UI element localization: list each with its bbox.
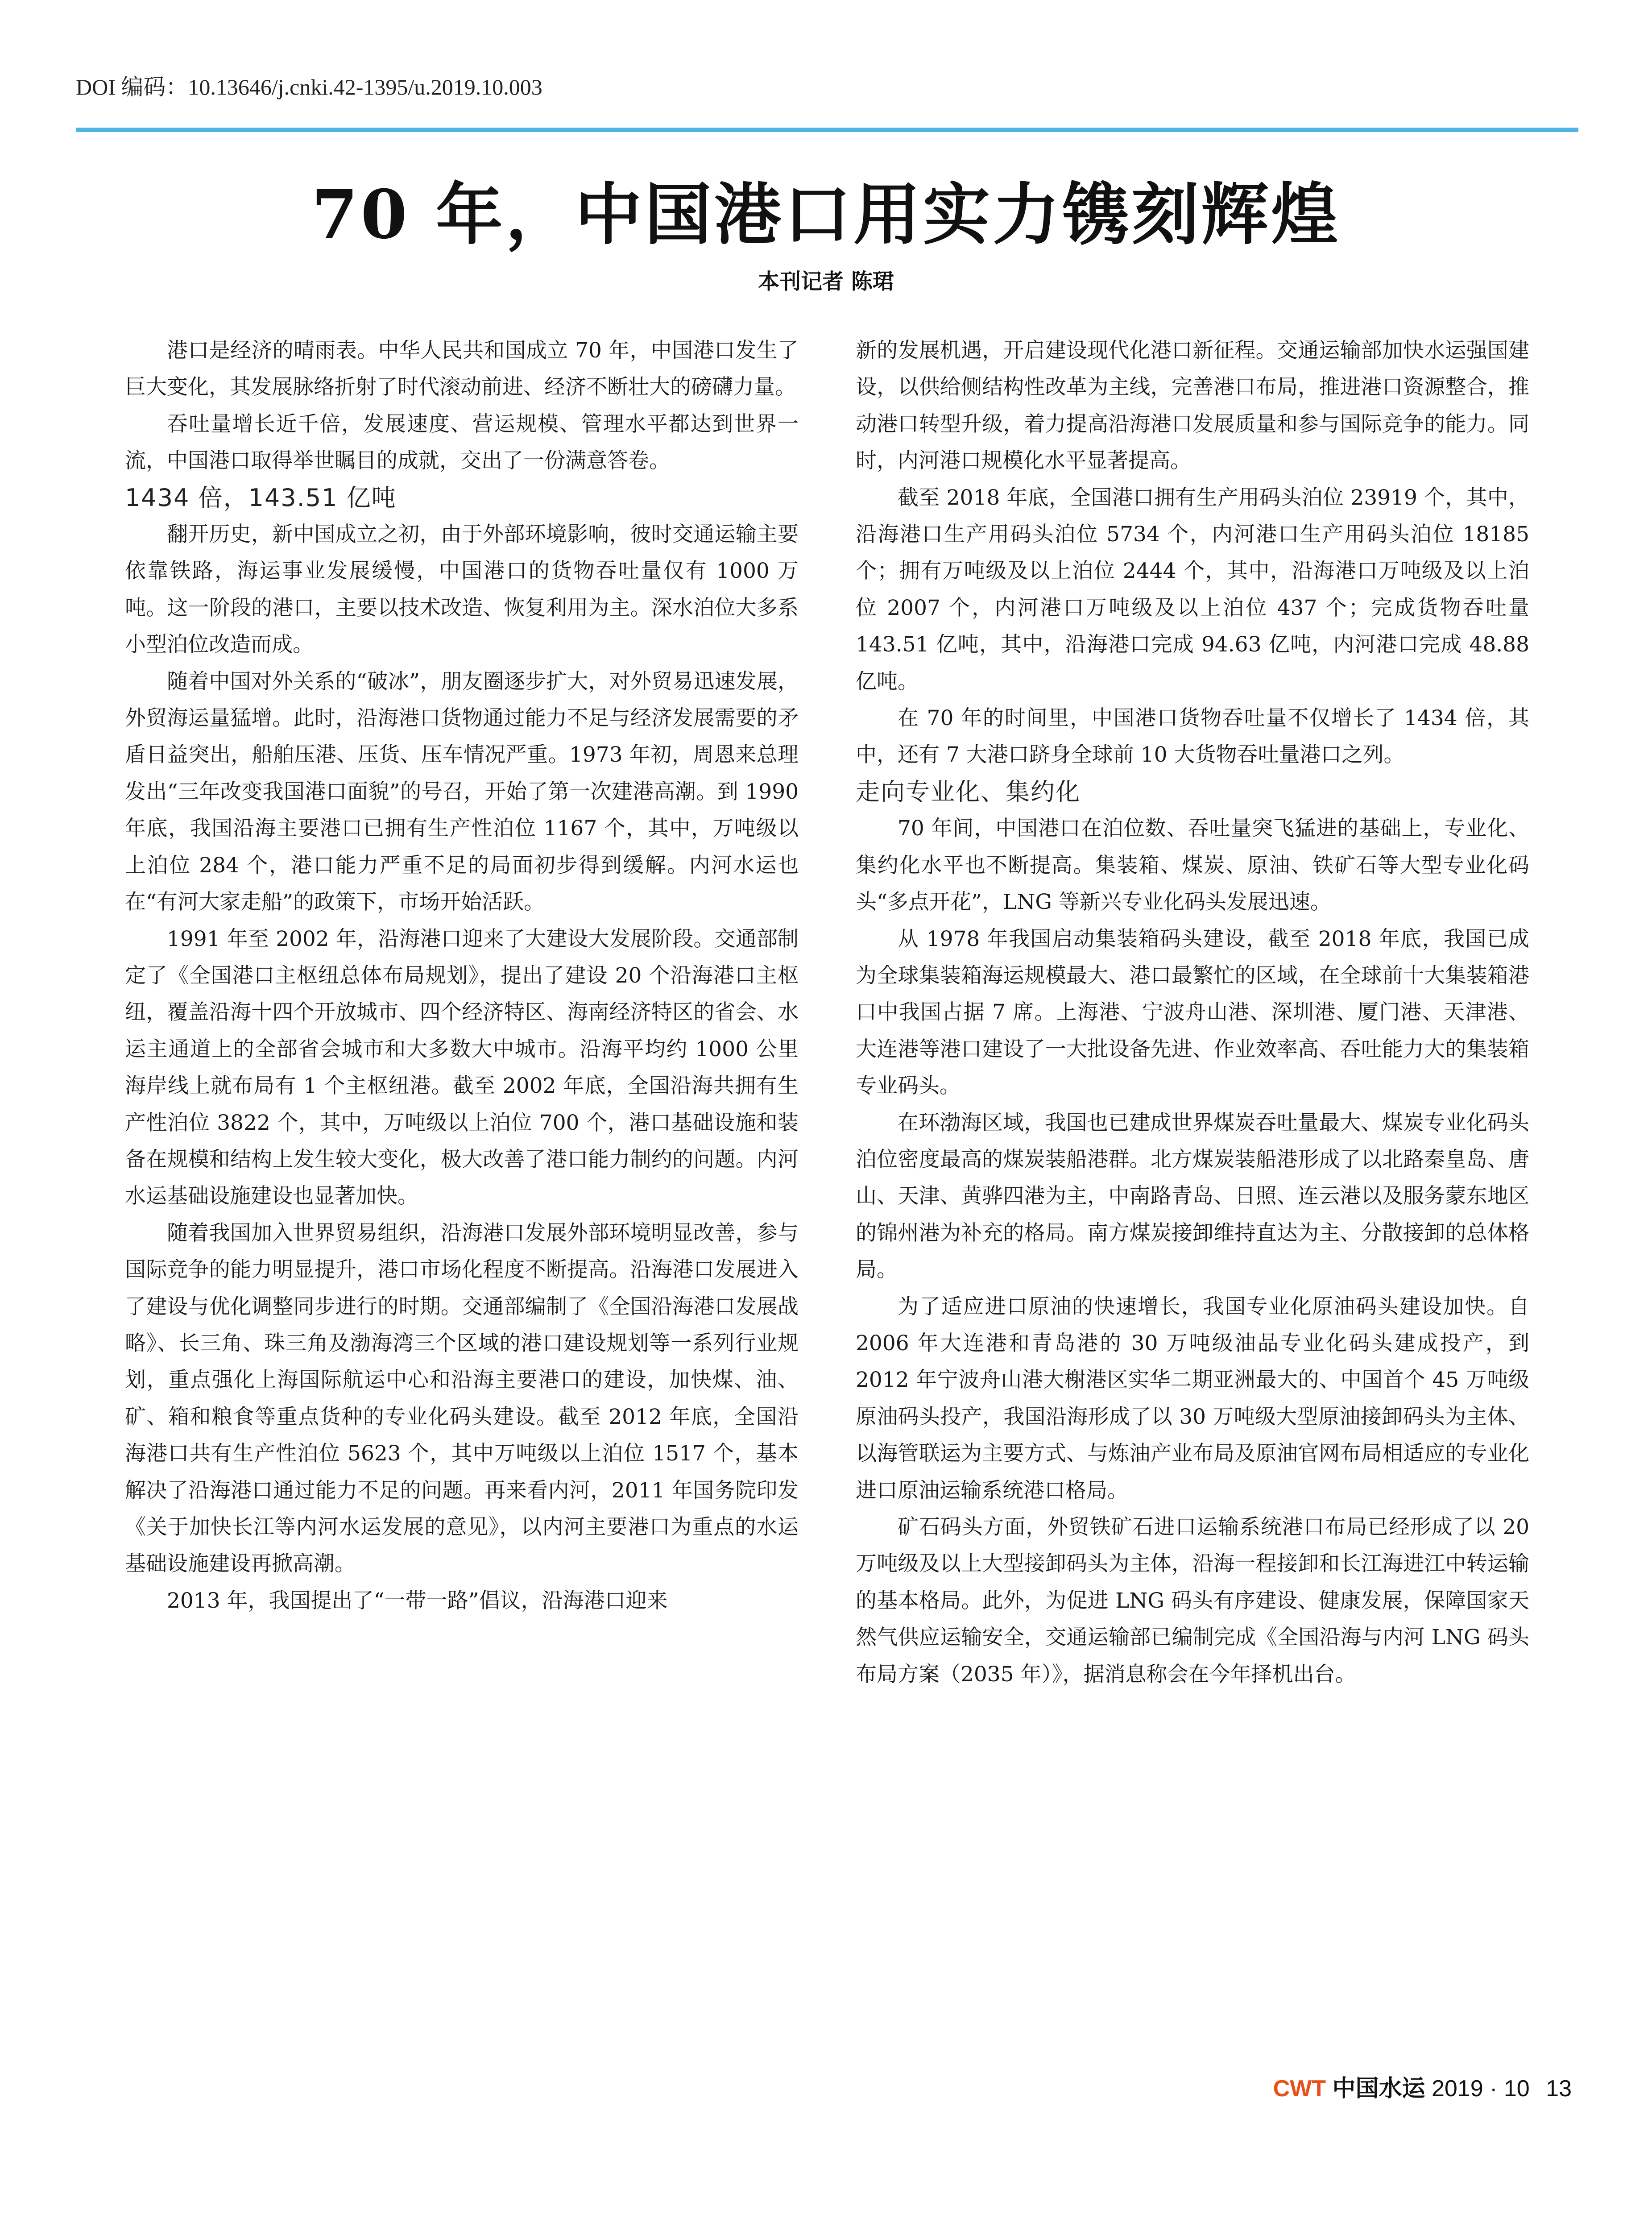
paragraph: 随着我国加入世界贸易组织，沿海港口发展外部环境明显改善，参与国际竞争的能力明显提升，港口市场化程度不断提高。沿海港口发展进入了建设与优化调整同步进行的时期。交通部编制了《全国沿海港口发展战略》、长三角、珠三角及渤海湾三个区域的港口建设规划等一系列行业规划，重点强化上海国际航运中心和沿海主要港口的建设，加快煤、油、矿、箱和粮食等重点货种的专业化码头建设。截至 2012 年底，全国沿海港口共有生产性泊位 5623 个，其中万吨级以上泊位 1517 个，基本解决了沿海港口通过能力不足的问题。再来看内河，2011 年国务院印发《关于加快长江等内河水运发展的意见》，以内河主要港口为重点的水运基础设施建设再掀高潮。 <box>125 1220 799 1576</box>
paragraph: 1991 年至 2002 年，沿海港口迎来了大建设大发展阶段。交通部制定了《全国港口主枢纽总体布局规划》，提出了建设 20 个沿海港口主枢纽，覆盖沿海十四个开放城市、四个经济特区、海南经济特区的省会、水运主通道上的全部省会城市和大多数大中城市。沿海平均约 1000 公里海岸线上就布局有 1 个主枢纽港。截至 2002 年底，全国沿海共拥有生产性泊位 3822 个，其中，万吨级以上泊位 700 个，港口基础设施和装备在规模和结构上发生较大变化，极大改善了港口能力制约的问题。内河水运基础设施建设也显著加快。 <box>125 926 799 1209</box>
paragraph: 随着中国对外关系的“破冰”，朋友圈逐步扩大，对外贸易迅速发展，外贸海运量猛增。此时，沿海港口货物通过能力不足与经济发展需要的矛盾日益突出，船舶压港、压货、压车情况严重。1973 年初，周恩来总理发出“三年改变我国港口面貌”的号召，开始了第一次建港高潮。到 1990 年底，我国沿海主要港口已拥有生产性泊位 1167 个，其中，万吨级以上泊位 284 个，港口能力严重不足的局面初步得到缓解。内河水运也在“有河大家走船”的政策下，市场开始活跃。 <box>125 669 799 915</box>
paragraph: 2013 年，我国提出了“一带一路”倡议，沿海港口迎来 <box>167 1588 668 1613</box>
page-footer <box>1273 2069 1572 2103</box>
article-title: 70 年，中国港口用实力镌刻辉煌 <box>311 175 1341 254</box>
page-number: 13 <box>1546 2076 1572 2102</box>
header-rule <box>76 128 1578 132</box>
doi-line: DOI 编码：10.13646/j.cnki.42-1395/u.2019.10.003 <box>76 75 542 100</box>
paragraph: 港口是经济的晴雨表。中华人民共和国成立 70 年，中国港口发生了巨大变化，其发展脉络折射了时代滚动前进、经济不断壮大的磅礴力量。 <box>125 338 799 400</box>
paragraph: 新的发展机遇，开启建设现代化港口新征程。交通运输部加快水运强国建设，以供给侧结构性改革为主线，完善港口布局，推进港口资源整合，推动港口转型升级，着力提高沿海港口发展质量和参与国际竞争的能力。同时，内河港口规模化水平显著提高。 <box>856 338 1529 473</box>
paragraph: 截至 2018 年底，全国港口拥有生产用码头泊位 23919 个，其中，沿海港口生产用码头泊位 5734 个，内河港口生产用码头泊位 18185 个；拥有万吨级及以上泊位 2444 个，其中，沿海港口万吨级及以上泊位 2007 个，内河港口万吨级及以上泊位 437 个；完成货物吞吐量 143.51 亿吨，其中，沿海港口完成 94.63 亿吨，内河港口完成 48.88 亿吨。 <box>856 485 1529 694</box>
paragraph: 在 70 年的时间里，中国港口货物吞吐量不仅增长了 1434 倍，其中，还有 7 大港口跻身全球前 10 大货物吞吐量港口之列。 <box>856 706 1529 767</box>
magazine-logo: CWT <box>1273 2076 1326 2102</box>
article-byline: 本刊记者 陈珺 <box>758 269 894 294</box>
section-heading: 1434 倍，143.51 亿吨 <box>125 483 397 512</box>
paragraph: 翻开历史，新中国成立之初，由于外部环境影响，彼时交通运输主要依靠铁路，海运事业发展缓慢，中国港口的货物吞吐量仅有 1000 万吨。这一阶段的港口，主要以技术改造、恢复利用为主。深水泊位大多系小型泊位改造而成。 <box>125 522 799 657</box>
left-column <box>125 332 799 1619</box>
paragraph: 从 1978 年我国启动集装箱码头建设，截至 2018 年底，我国已成为全球集装箱海运规模最大、港口最繁忙的区域，在全球前十大集装箱港口中我国占据 7 席。上海港、宁波舟山港、深圳港、厦门港、天津港、大连港等港口建设了一大批设备先进、作业效率高、吞吐能力大的集装箱专业码头。 <box>856 926 1529 1099</box>
paragraph: 70 年间，中国港口在泊位数、吞吐量突飞猛进的基础上，专业化、集约化水平也不断提高。集装箱、煤炭、原油、铁矿石等大型专业化码头“多点开花”，LNG 等新兴专业化码头发展迅速。 <box>856 816 1529 915</box>
section-heading: 走向专业化、集约化 <box>856 777 1081 806</box>
paragraph: 在环渤海区域，我国也已建成世界煤炭吞吐量最大、煤炭专业化码头泊位密度最高的煤炭装船港群。北方煤炭装船港形成了以北路秦皇岛、唐山、天津、黄骅四港为主，中南路青岛、日照、连云港以及服务蒙东地区的锦州港为补充的格局。南方煤炭接卸维持直达为主、分散接卸的总体格局。 <box>856 1110 1529 1282</box>
paragraph: 矿石码头方面，外贸铁矿石进口运输系统港口布局已经形成了以 20 万吨级及以上大型接卸码头为主体，沿海一程接卸和长江海进江中转运输的基本格局。此外，为促进 LNG 码头有序建设、健康发展，保障国家天然气供应运输安全，交通运输部已编制完成《全国沿海与内河 LNG 码头布局方案（2035 年）》，据消息称会在今年择机出台。 <box>856 1515 1529 1687</box>
magazine-name: 中国水运 <box>1332 2075 1425 2102</box>
issue-number: 2019 · 10 <box>1431 2076 1530 2102</box>
paragraph: 吞吐量增长近千倍，发展速度、营运规模、管理水平都达到世界一流，中国港口取得举世瞩目的成就，交出了一份满意答卷。 <box>125 411 799 473</box>
right-column <box>856 332 1529 1693</box>
paragraph: 为了适应进口原油的快速增长，我国专业化原油码头建设加快。自 2006 年大连港和青岛港的 30 万吨级油品专业化码头建成投产，到 2012 年宁波舟山港大榭港区实华二期亚洲最大的、中国首个 45 万吨级原油码头投产，我国沿海形成了以 30 万吨级大型原油接卸码头为主体、以海管联运为主要方式、与炼油产业布局及原油官网布局相适应的专业化进口原油运输系统港口格局。 <box>856 1294 1529 1503</box>
